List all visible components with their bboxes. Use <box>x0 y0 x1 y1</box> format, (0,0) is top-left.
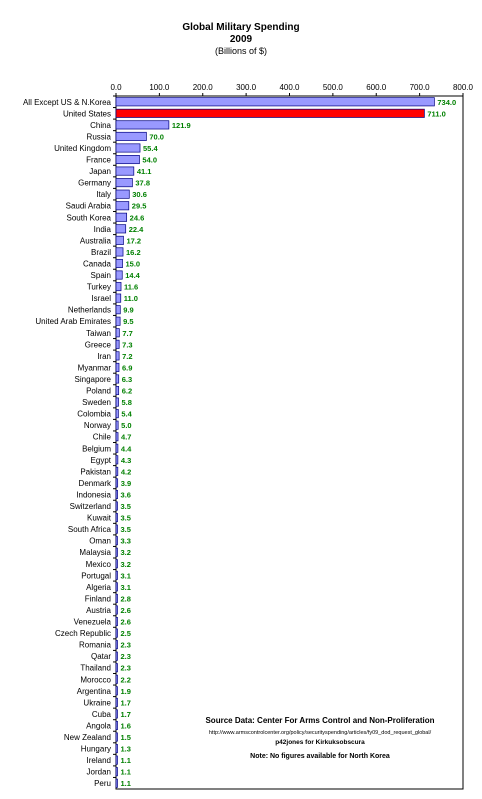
bar <box>116 306 120 314</box>
category-label: Brazil <box>90 247 111 257</box>
x-tick-label: 100.0 <box>149 83 170 92</box>
bar <box>116 606 118 614</box>
data-label: 9.5 <box>123 317 134 327</box>
category-label: Oman <box>89 536 111 546</box>
category-label: Sweden <box>82 398 111 408</box>
category-label: Chile <box>92 432 111 442</box>
data-label: 30.6 <box>132 190 147 200</box>
data-label: 1.1 <box>120 779 131 789</box>
category-label: Poland <box>86 386 111 396</box>
category-label: United Kingdom <box>54 143 111 153</box>
category-label: Norway <box>83 421 111 431</box>
category-label: Singapore <box>74 374 111 384</box>
data-label: 2.3 <box>120 652 131 662</box>
data-label: 70.0 <box>149 132 164 142</box>
data-label: 3.2 <box>120 559 131 569</box>
bar <box>116 294 121 302</box>
data-label: 2.8 <box>120 594 131 604</box>
bar <box>116 190 129 198</box>
category-label: Kuwait <box>86 513 111 523</box>
category-label: Indonesia <box>76 490 111 500</box>
data-label: 24.6 <box>129 213 145 223</box>
category-label: All Except US & N.Korea <box>22 97 111 107</box>
bar <box>116 398 119 406</box>
category-label: Denmark <box>78 478 111 488</box>
data-label: 1.6 <box>120 721 131 731</box>
data-label: 3.5 <box>120 513 131 523</box>
source-line: Source Data: Center For Arms Control and Non-Proliferation <box>205 716 435 725</box>
x-tick-label: 800.0 <box>452 83 474 92</box>
data-label: 2.6 <box>120 605 131 615</box>
bar <box>116 675 118 683</box>
bar <box>116 548 118 556</box>
data-label: 37.8 <box>135 178 151 188</box>
bar <box>116 98 434 106</box>
category-label: Austria <box>86 605 111 615</box>
category-label: Mexico <box>85 559 111 569</box>
category-label: Germany <box>78 178 111 188</box>
data-label: 4.4 <box>120 444 132 454</box>
data-label: 3.5 <box>120 502 131 512</box>
data-label: 3.1 <box>120 582 131 592</box>
chart-title: Global Military Spending <box>182 22 300 33</box>
data-label: 1.9 <box>120 686 131 696</box>
category-label: South Africa <box>67 525 111 535</box>
category-label: Romania <box>78 640 111 650</box>
bar <box>116 467 118 475</box>
data-label: 1.1 <box>120 756 131 766</box>
category-label: New Zealand <box>63 733 111 743</box>
bar <box>116 132 146 140</box>
data-label: 3.2 <box>120 548 131 558</box>
bar <box>116 456 118 464</box>
category-label: Taiwan <box>86 328 111 338</box>
bar <box>116 744 118 752</box>
data-label: 4.2 <box>120 467 132 477</box>
data-label: 1.3 <box>120 744 131 754</box>
data-label: 7.7 <box>122 328 133 338</box>
data-label: 41.1 <box>136 167 152 177</box>
bar <box>116 560 118 568</box>
category-label: Morocco <box>80 675 111 685</box>
data-label: 4.7 <box>121 432 132 442</box>
x-tick-label: 600.0 <box>366 83 387 92</box>
data-label: 1.7 <box>120 709 131 719</box>
data-label: 1.7 <box>120 698 131 708</box>
bar <box>116 433 118 441</box>
category-label: Australia <box>79 236 111 246</box>
bar <box>116 329 119 337</box>
category-label: Spain <box>90 271 111 281</box>
x-tick-label: 200.0 <box>192 83 213 92</box>
bar <box>116 225 126 233</box>
bar <box>116 259 123 267</box>
data-label: 2.3 <box>120 663 131 673</box>
data-label: 7.2 <box>122 351 133 361</box>
category-label: Russia <box>86 132 111 142</box>
category-label: Portugal <box>81 571 111 581</box>
bar <box>116 571 118 579</box>
bar <box>116 340 119 348</box>
data-label: 3.1 <box>120 571 131 581</box>
data-label: 22.4 <box>128 224 144 234</box>
data-label: 6.2 <box>121 386 133 396</box>
data-label: 5.4 <box>121 409 132 419</box>
category-label: United Arab Emirates <box>35 317 111 327</box>
category-label: Ireland <box>86 756 111 766</box>
data-label: 121.9 <box>171 120 191 130</box>
x-tick-label: 0.0 <box>110 83 122 92</box>
data-label: 2.2 <box>120 675 131 685</box>
category-label: China <box>90 120 111 130</box>
data-label: 6.3 <box>121 374 133 384</box>
bar <box>116 617 118 625</box>
data-label: 5.0 <box>121 421 132 431</box>
bar <box>116 236 123 244</box>
category-label: Netherlands <box>67 305 111 315</box>
data-label: 4.3 <box>120 455 132 465</box>
chart-subtitle: 2009 <box>229 34 253 45</box>
category-label: Hungary <box>80 744 111 754</box>
bar <box>116 178 132 186</box>
bar <box>116 202 129 210</box>
data-label: 3.6 <box>120 490 131 500</box>
data-label: 3.5 <box>120 525 131 535</box>
data-label: 3.9 <box>120 478 132 488</box>
bar <box>116 698 118 706</box>
bar <box>116 537 118 545</box>
category-label: Algeria <box>86 582 111 592</box>
units-label: (Billions of $) <box>214 46 268 56</box>
x-tick-label: 700.0 <box>409 83 430 92</box>
category-label: Iran <box>97 351 111 361</box>
bar <box>116 502 118 510</box>
data-label: 2.3 <box>120 640 131 650</box>
x-tick-label: 400.0 <box>279 83 300 92</box>
category-label: Malaysia <box>79 548 111 558</box>
category-label: Israel <box>91 294 111 304</box>
bar <box>116 121 169 129</box>
category-label: Canada <box>82 259 111 269</box>
bar <box>116 167 134 175</box>
bar <box>116 282 121 290</box>
source-note: Note: No figures available for North Korea <box>250 753 390 760</box>
category-label: India <box>93 224 111 234</box>
bar <box>116 640 118 648</box>
author-credit: p42jones for Kirkuksobscura <box>275 739 365 746</box>
bar <box>116 409 118 417</box>
category-label: Saudi Arabia <box>65 201 111 211</box>
x-tick-label: 500.0 <box>322 83 343 92</box>
category-label: France <box>86 155 111 165</box>
bar <box>116 583 118 591</box>
bar <box>116 248 123 256</box>
data-label: 29.5 <box>131 201 147 211</box>
category-label: Colombia <box>77 409 111 419</box>
data-label: 17.2 <box>126 236 142 246</box>
bar <box>116 375 119 383</box>
data-label: 16.2 <box>126 247 141 257</box>
bar <box>116 421 118 429</box>
category-label: Turkey <box>86 282 111 292</box>
category-label: Czech Republic <box>54 629 111 639</box>
data-label: 2.5 <box>120 629 131 639</box>
data-label: 11.6 <box>124 282 139 292</box>
category-label: Finland <box>84 594 111 604</box>
category-label: South Korea <box>66 213 111 223</box>
data-label: 3.3 <box>120 536 131 546</box>
bar <box>116 271 122 279</box>
bar <box>116 664 118 672</box>
category-label: Qatar <box>90 652 111 662</box>
data-label: 711.0 <box>427 109 446 119</box>
bar <box>116 733 118 741</box>
source-url: http://www.armscontrolcenter.org/policy/securityspending/articles/fy09_dod_request_global/ <box>208 730 432 736</box>
bar <box>116 144 140 152</box>
bar <box>116 629 118 637</box>
bar <box>116 756 118 764</box>
data-label: 2.6 <box>120 617 131 627</box>
category-label: Pakistan <box>80 467 111 477</box>
bar <box>116 710 118 718</box>
category-label: Peru <box>94 779 111 789</box>
data-label: 1.1 <box>120 767 131 777</box>
category-label: Italy <box>96 190 111 200</box>
category-label: Switzerland <box>69 502 111 512</box>
data-label: 5.8 <box>121 398 132 408</box>
bar <box>116 779 118 787</box>
category-label: Angola <box>86 721 111 731</box>
bar <box>116 479 118 487</box>
data-label: 54.0 <box>142 155 158 165</box>
plot-area-frame <box>116 96 463 789</box>
bar <box>116 444 118 452</box>
data-label: 55.4 <box>143 143 158 153</box>
category-label: Cuba <box>91 709 111 719</box>
category-label: Belgium <box>82 444 111 454</box>
bar <box>116 721 118 729</box>
category-label: Venezuela <box>73 617 111 627</box>
data-label: 11.0 <box>123 294 138 304</box>
bar <box>116 213 127 221</box>
category-label: United States <box>62 109 111 119</box>
bar <box>116 386 119 394</box>
bar <box>116 652 118 660</box>
data-label: 7.3 <box>122 340 133 350</box>
category-label: Argentina <box>76 686 111 696</box>
bar <box>116 352 119 360</box>
category-label: Egypt <box>90 455 111 465</box>
category-label: Ukraine <box>83 698 111 708</box>
bar <box>116 317 120 325</box>
bar <box>116 768 118 776</box>
data-label: 15.0 <box>125 259 141 269</box>
bar <box>116 525 118 533</box>
bar <box>116 490 118 498</box>
x-tick-label: 300.0 <box>236 83 257 92</box>
data-label: 734.0 <box>437 97 457 107</box>
data-label: 6.9 <box>121 363 133 373</box>
category-label: Japan <box>89 167 111 177</box>
data-label: 9.9 <box>123 305 134 315</box>
category-label: Greece <box>84 340 111 350</box>
category-label: Thailand <box>80 663 111 673</box>
bar <box>116 155 139 163</box>
category-label: Jordan <box>86 767 111 777</box>
data-label: 1.5 <box>120 733 131 743</box>
data-label: 14.4 <box>125 271 140 281</box>
category-label: Myanmar <box>77 363 111 373</box>
bar <box>116 594 118 602</box>
bar <box>116 687 118 695</box>
bar <box>116 513 118 521</box>
bar <box>116 109 424 117</box>
bar <box>116 363 119 371</box>
